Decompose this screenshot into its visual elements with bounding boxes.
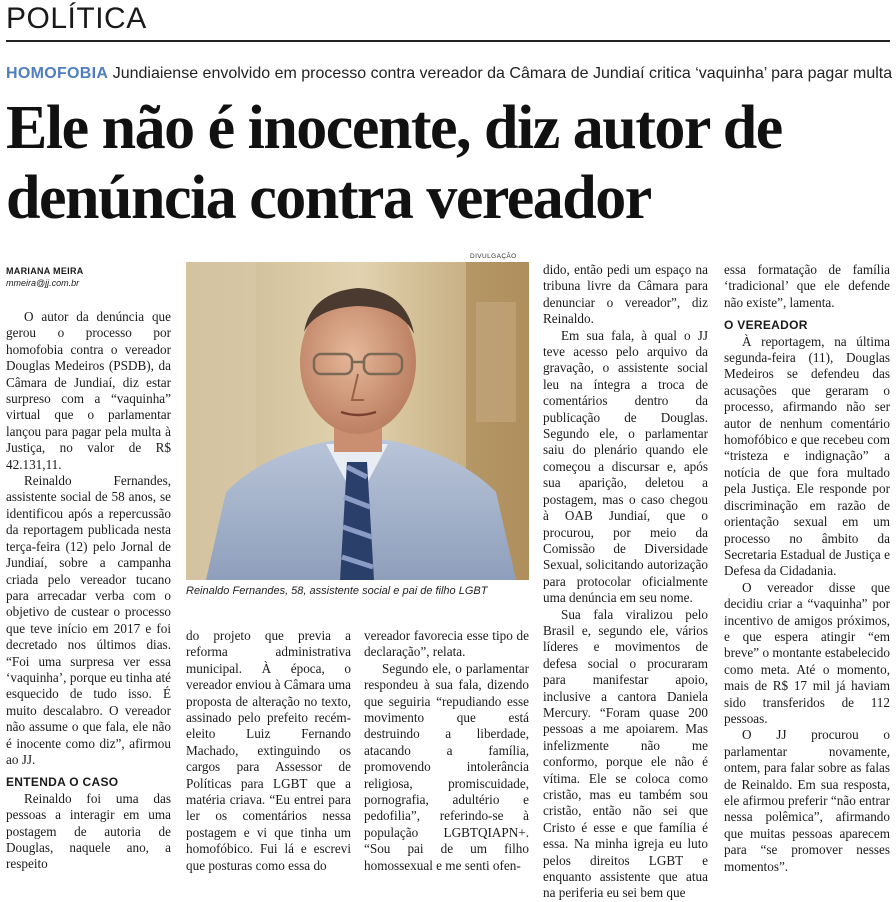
section-rule [6,40,890,42]
paragraph: Segundo ele, o parlamentar respondeu à sua fala, dizendo que seguiria “repudiando esse movimento que está destruindo a liberdade, atacando a família, promovendo intolerância religiosa, promiscuidade, pornografia, adultério e pedofilia”, referindo-se à população LGBTQIAPN+. “Sou pai de um filho homossexual e me senti ofen- [364,660,529,873]
paragraph: O JJ procurou o parlamentar novamente, ontem, para falar sobre as falas de Reinaldo. Em sua resposta, ele afirmou preferir “não entrar nessa polêmica”, afirmando que muitas pessoas aparecem para “se promover nesses momentos”. [724,727,890,874]
author-name: MARIANA MEIRA [6,266,84,276]
photo-credit: DIVULGAÇÃO [470,253,517,260]
article-column-4 [543,262,708,902]
kicker [6,64,893,84]
article-column-5 [724,262,890,875]
kicker-tag: HOMOFOBIA [6,65,109,82]
paragraph: Em sua fala, à qual o JJ teve acesso pelo arquivo da gravação, o assistente social leu na íntegra a troca de comentários dentro da publicação de Douglas. Segundo ele, o parlamentar saiu do plenário quando ele começou a discursar e, após sua aparição, deletou a postagem, mas o caso chegou à OAB Jundiaí, que o procurou, por meio da Comissão de Diversidade Sexual, solicitando autorização para protocolar oficialmente uma denúncia em seu nome. [543,327,708,606]
paragraph: dido, então pedi um espaço na tribuna livre da Câmara para denunciar o vereador”, diz Reinaldo. [543,262,708,327]
paragraph: essa formatação de família ‘tradicional’ que ele defende não existe”, lamenta. [724,262,890,310]
byline [6,266,171,288]
author-email[interactable]: mmeira@jj.com.br [6,278,80,288]
article-photo [186,262,529,580]
article-column-3 [364,628,529,874]
headline: Ele não é inocente, diz autor de denúncia contra vereador [6,94,782,232]
subheading-o-vereador: O VEREADOR [724,318,808,333]
portrait-illustration [186,262,529,580]
paragraph: vereador favorecia esse tipo de declaração”, relata. [364,628,529,660]
paragraph: À reportagem, na última segunda-feira (11), Douglas Medeiros se defendeu das acusações que geraram o processo, afirmando não ser autor de nenhum comentário homofóbico e que recebeu com “tristeza e indignação” a notícia de que fora multado pela Justiça. Ele responde por discriminação em razão de orientação sexual em um processo no âmbito da Secretaria Estadual de Justiça e Defesa da Cidadania. [724,333,890,579]
paragraph: O vereador disse que decidiu criar a “vaquinha” por incentivo de amigos próximos, e que espera atingir “em breve” o montante estabelecido como meta. Até o momento, mais de R$ 17 mil já haviam sido transferidos de 112 pessoas. [724,579,890,726]
subheading-entenda-o-caso: ENTENDA O CASO [6,775,119,790]
paragraph: Reinaldo Fernandes, assistente social de 58 anos, se identificou após a repercussão da reportagem publicada nesta terça-feira (12) pelo Jornal de Jundiaí, sobre a campanha criada pelo vereador tucano para arrecadar verba com o objetivo de custear o processo que teve início em 2017 e foi decretado nos últimos dias. “Foi uma surpresa ver essa ‘vaquinha’, porque eu tinha até esquecido de tudo isso. É muito descalabro. O vereador não assume o que fala, ele não é inocente como diz”, afirmou ao JJ. [6,473,171,767]
photo-caption: Reinaldo Fernandes, 58, assistente social e pai de filho LGBT [186,585,488,597]
section-label: POLÍTICA [6,2,147,35]
article-column-1 [6,309,171,873]
kicker-subtitle: Jundiaiense envolvido em processo contra vereador da Câmara de Jundiaí critica ‘vaquinha’ para pagar multa [112,65,893,82]
paragraph: Reinaldo foi uma das pessoas a interagir em uma postagem de autoria de Douglas, naquele ano, a respeito [6,790,171,872]
article-column-2 [186,628,351,874]
paragraph: Sua fala viralizou pelo Brasil e, segundo ele, vários líderes e movimentos de defesa social o procuraram para manifestar apoio, inclusive a cantora Daniela Mercury. “Foram quase 200 pessoas a me apoiarem. Mas infelizmente não me conformo, porque ele não é vítima. Ele se coloca como cristão, mas eu também sou cristão, então não sei que Cristo é esse e que família é essa. Na minha igreja eu luto pelos direitos LGBT e enquanto assistente que atua na periferia eu sei bem que [543,606,708,901]
paragraph: do projeto que previa a reforma administrativa municipal. À época, o vereador enviou à Câmara uma proposta de alteração no texto, assinado pelo prefeito recém-eleito Luiz Fernando Machado, extinguindo os cargos para Assessor de Políticas para LGBT que a matéria criava. “Eu entrei para ler os comentários nessa postagem e vi que tinha um homofóbico. Fui lá e escrevi que posturas como essa do [186,628,351,873]
paragraph: O autor da denúncia que gerou o processo por homofobia contra o vereador Douglas Medeiros (PSDB), da Câmara de Jundiaí, diz estar surpreso com a “vaquinha” virtual que o parlamentar lançou para pagar pela multa à Justiça, no valor de R$ 42.131,11. [6,309,171,472]
